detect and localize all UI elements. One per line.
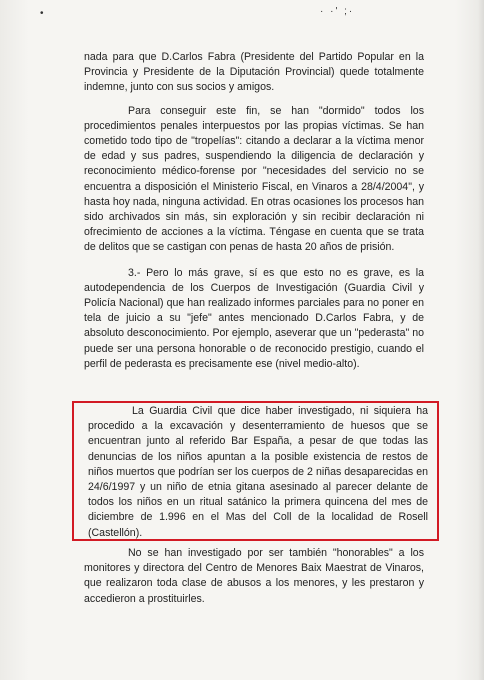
highlighted-text xyxy=(88,404,428,541)
scan-dot-mark: • xyxy=(40,8,44,19)
paragraph-highlighted: La Guardia Civil que dice haber investigado, ni siquiera ha procedido a la excavación y desenterramiento de huesos que se encuentran junto al referido Bar España, a pesar de que todas las denuncias de los niños apuntan a la posible existencia de restos de niños muertos que podrían ser los cuerpos de 2 niñas desaparecidas en 24/6/1997 y un niño de etnia gitana asesinado al parecer delante de todos los niños en un ritual satánico la primera quincena del mes de diciembre de 1.996 en el Mas del Coll de la localidad de Rosell (Castellón). xyxy=(88,405,428,539)
paragraph-3: 3.- Pero lo más grave, sí es que esto no es grave, es la autodependencia de los Cuerpos de Investigación (Guardia Civil y Policía Nacional) que han realizado informes parciales para no poner en tela de juicio a su "jefe" antes mencionado D.Carlos Fabra, y de absoluto desconocimiento. Por ejemplo, aseverar que un "pederasta" no puede ser una persona honorable o de reconocido prestigio, cuando el perfil de pederasta es precisamente ese (nivel medio-alto). xyxy=(84,266,424,370)
paragraph-closing: No se han investigado por ser también "honorables" a los monitores y directora del Centro de Menores Baix Maestrat de Vinaros, que realizaron toda clase de abusos a los menores, y les prestaron y accedieron a prostituirles. xyxy=(84,547,424,605)
scan-speck-marks: · ·' ;· xyxy=(320,6,355,17)
body-text xyxy=(84,50,424,380)
paragraph-2: Para conseguir este fin, se han "dormido" todos los procedimientos penales interpuestos por las propias víctimas. Se han cometido todo tipo de "tropelías": citando a declarar a la víctima menor de edad y sus padres, suspendiendo la diligencia de declaración y reconocimiento médico-forense por "necesidades del servicio no se encuentra a disposición el Ministerio Fiscal, en Vinaros a 28/4/2004", y hasta hoy nada, ninguna actividad. En otras ocasiones los procesos han sido archivados sin más, sin exploración y sin recibir declaración ni ofrecimiento de acciones a la víctima. Téngase en cuenta que se trata de delitos que se castigan con penas de hasta 20 años de prisión. xyxy=(84,104,424,254)
page-edge-shadow xyxy=(478,0,484,680)
paragraph-1: nada para que D.Carlos Fabra (Presidente del Partido Popular en la Provincia y Presidente de la Diputación Provincial) quede totalmente indemne, junto con sus socios y amigos. xyxy=(84,51,424,94)
closing-text xyxy=(84,546,424,607)
